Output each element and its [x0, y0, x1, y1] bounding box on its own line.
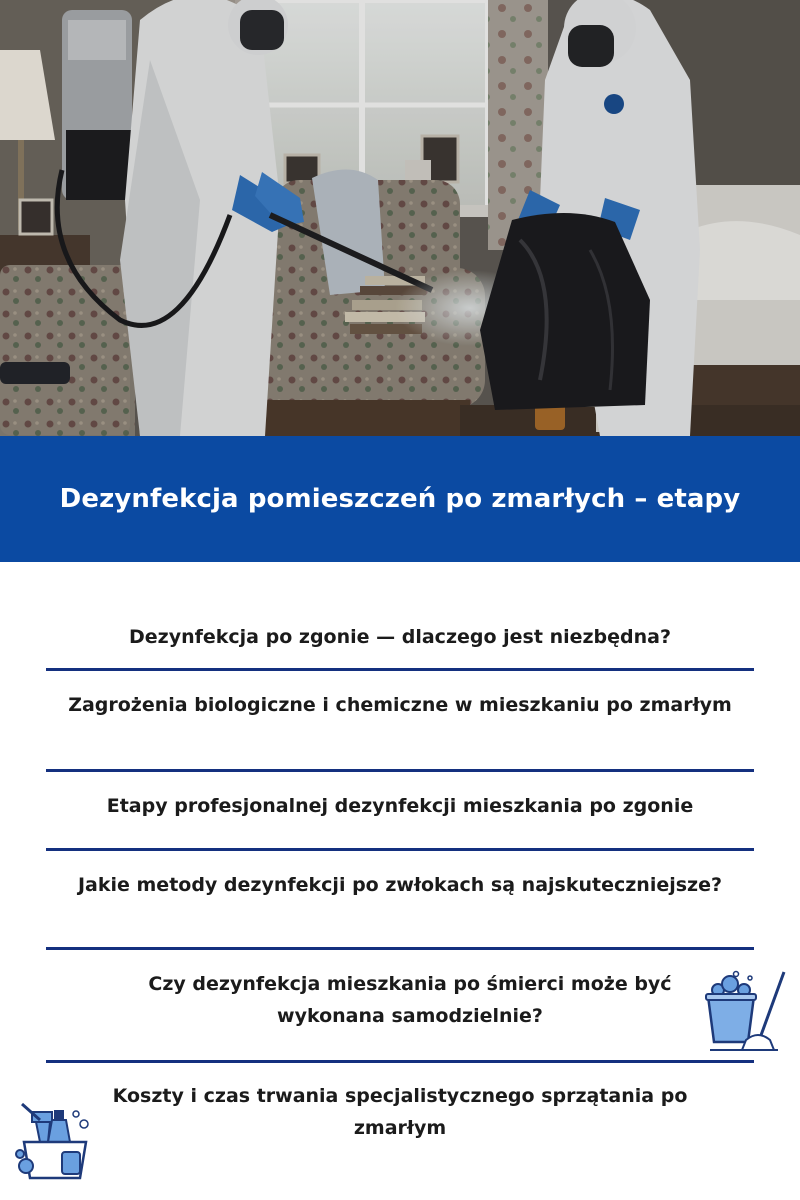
title-banner	[0, 436, 800, 562]
topic-item-5: Czy dezynfekcja mieszkania po śmierci może być wykonana samodzielnie?	[148, 973, 672, 1027]
topic-item-1: Dezynfekcja po zgonie — dlaczego jest niezbędna?	[128, 626, 672, 648]
topic-item-6: Koszty i czas trwania specjalistycznego sprzątania po zmarłym	[112, 1085, 688, 1139]
bucket-mop-icon	[700, 970, 790, 1052]
divider-line	[46, 1060, 754, 1063]
disinfection-scene-illustration	[0, 0, 800, 436]
divider-line	[46, 769, 754, 772]
page-title: Dezynfekcja pomieszczeń po zmarłych – etapy	[59, 484, 741, 514]
topic-item-3: Etapy profesjonalnej dezynfekcji mieszkania po zgonie	[106, 795, 694, 817]
divider-line	[46, 668, 754, 671]
divider-line	[46, 848, 754, 851]
hero-photo	[0, 0, 800, 436]
topic-item-2: Zagrożenia biologiczne i chemiczne w mieszkaniu po zmarłym	[68, 694, 732, 716]
topic-item-4: Jakie metody dezynfekcji po zwłokach są najskuteczniejsze?	[77, 874, 723, 896]
cleaning-supplies-icon	[14, 1102, 96, 1182]
divider-line	[46, 947, 754, 950]
